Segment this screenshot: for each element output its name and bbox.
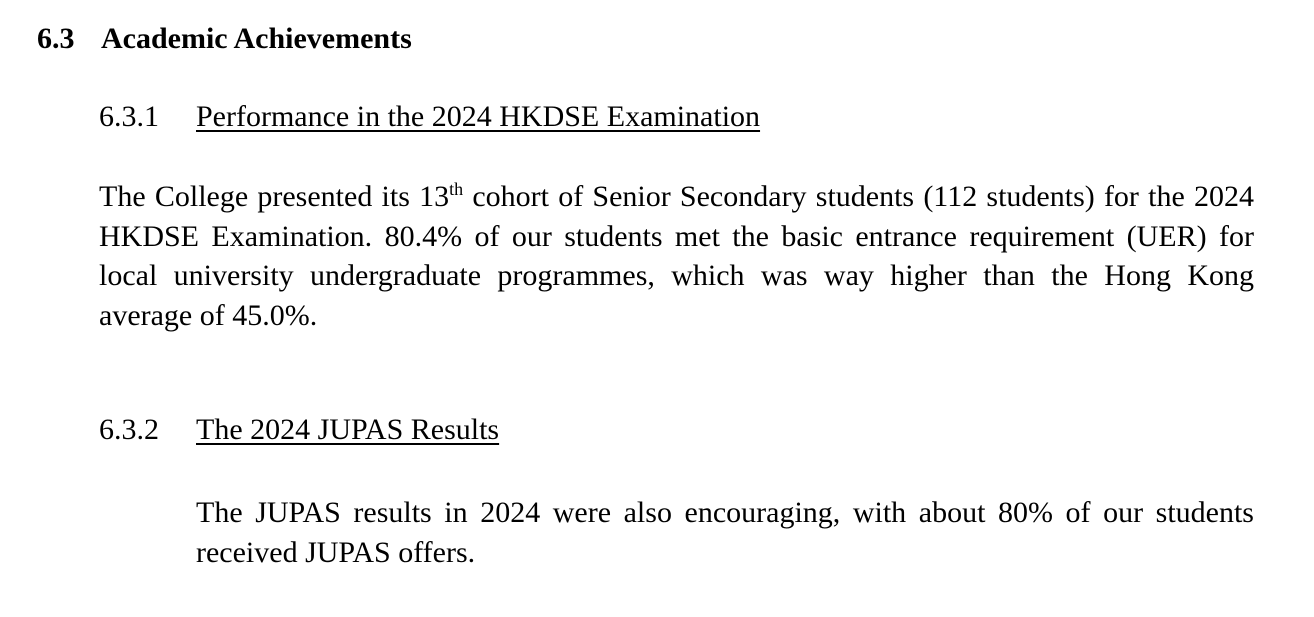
paragraph-text-end: cohort of Senior Secondary students (112 students) for the 2024 HKDSE Examination. 80.4% of our students met the basic entrance requirement (UER) for local university undergraduate programmes, which was way higher than the Hong Kong average of 45.0%.: [99, 180, 1255, 332]
subsection-title: Performance in the 2024 HKDSE Examination: [196, 100, 761, 133]
section-heading: [37, 22, 412, 56]
section-number: 6.3: [37, 22, 75, 55]
jupas-results-paragraph: The JUPAS results in 2024 were also encouraging, with about 80% of our students received JUPAS offers.: [196, 496, 1254, 569]
hkdse-performance-paragraph: [99, 177, 1254, 335]
paragraph-text-start: The College presented its 13: [99, 180, 450, 213]
subsection-title: The 2024 JUPAS Results: [196, 413, 500, 446]
subsection-number: 6.3.1: [99, 100, 159, 133]
subsection-number: 6.3.2: [99, 413, 159, 446]
subsection-heading-hkdse: [99, 100, 760, 134]
section-title: Academic Achievements: [101, 22, 412, 55]
ordinal-superscript: th: [449, 179, 464, 199]
subsection-heading-jupas: [99, 413, 499, 447]
